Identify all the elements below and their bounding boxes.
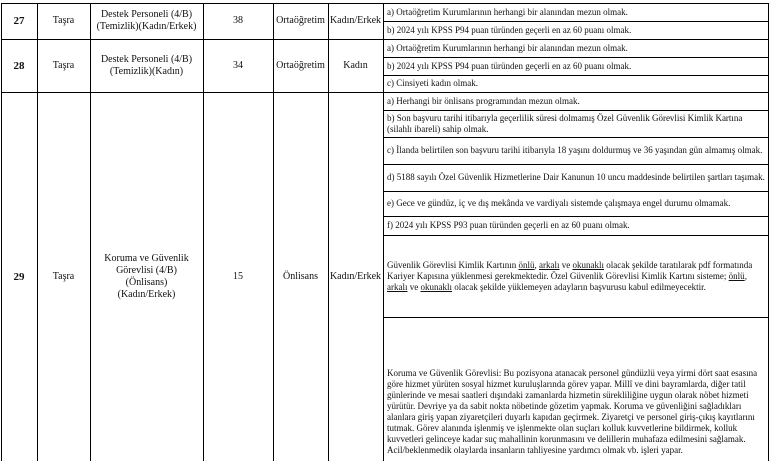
column-divider [383, 3, 384, 461]
condition-divider [383, 57, 769, 58]
column-divider [328, 3, 329, 461]
condition-item: a) Ortaöğretim Kurumlarının herhangi bir alanından mezun olmak. [387, 42, 628, 53]
position-title: Destek Personeli (4/B)(Temizlik)(Kadın) [100, 53, 193, 77]
row-divider [1, 39, 769, 40]
row-divider [1, 92, 769, 93]
education-level: Ortaöğretim [276, 59, 325, 71]
condition-divider [383, 137, 769, 138]
position-count: 38 [233, 15, 243, 26]
education-level: Önlisans [283, 270, 318, 282]
condition-item: e) Gece ve gündüz, iç ve dış mekânda ve vardiyalı sistemde çalışmaya engel durumu olmamak. [387, 198, 731, 208]
condition-divider [383, 317, 769, 318]
column-divider [90, 3, 91, 461]
condition-divider [383, 75, 769, 76]
condition-divider [383, 191, 769, 192]
condition-item: b) 2024 yılı KPSS P94 puan türünden geçerli en az 60 puanı olmak. [387, 24, 632, 35]
position-title: Destek Personeli (4/B)(Temizlik)(Kadın/Erkek) [96, 9, 197, 32]
condition-item: a) Ortaöğretim Kurumlarının herhangi bir alanından mezun olmak. [387, 6, 628, 17]
id-card-upload-note: Güvenlik Görevlisi Kimlik Kartının önlü, arkalı ve okunaklı olacak şekilde taratılarak pdf formatında Kariyer Kapısına yüklenmesi gerekmektedir. Özel Güvenlik Görevlisi Kimlik Kartını sisteme; önlü, arkalı ve okunaklı olacak şekilde yüklemeyen adayların başvurusu kabul edilmeyecektir. [387, 259, 753, 292]
education-level: Ortaöğretim [276, 15, 325, 26]
table-border-left [1, 3, 2, 461]
condition-divider [383, 110, 769, 111]
gender-cell: Kadın/Erkek [329, 15, 382, 26]
table-border-right [768, 3, 769, 461]
unit-cell: Taşra [52, 15, 75, 26]
position-count: 15 [233, 270, 243, 282]
job-listing-table [1, 3, 769, 461]
gender-cell: Kadın/Erkek [329, 270, 382, 282]
condition-divider [383, 216, 769, 217]
gender-cell: Kadın [343, 59, 368, 71]
condition-divider [383, 164, 769, 165]
position-count: 34 [233, 59, 243, 71]
position-title: Koruma ve Güvenlik Görevlisi (4/B)(Önlisans)(Kadın/Erkek) [104, 252, 189, 300]
row-number: 29 [13, 270, 25, 283]
condition-divider [383, 235, 769, 236]
unit-cell: Taşra [52, 270, 75, 282]
condition-item: d) 5188 sayılı Özel Güvenlik Hizmetlerine Dair Kanunun 10 uncu maddesinde belirtilen şartları taşımak. [387, 172, 765, 182]
row-number: 28 [13, 59, 25, 72]
condition-divider [383, 21, 769, 22]
condition-item: b) Son başvuru tarihi itibarıyla geçerlilik süresi dolmamış Özel Güvenlik Görevlisi Kimlik Kartına (silahlı ibareli) sahip olmak. [387, 112, 743, 134]
table-border-top [1, 3, 769, 4]
row-number: 27 [13, 15, 25, 27]
column-divider [37, 3, 38, 461]
duty-description-note: Koruma ve Güvenlik Görevlisi: Bu pozisyona atanacak personel gündüzlü veya yirmi dört saat esasına göre hizmet yürüten sosyal hizmet kuruluşlarında görev yapar. Millî ve dini bayramlarda, diğer tatil günlerinde ve mesai saatleri dışındaki zamanlarda hizmetin sürekliliğine uygun olarak nöbet hizmeti yürütür. Devriye ya da sabit nokta nöbetinde gözetim yapmak. Koruma ve güvenliğini sağladıkları alanlara giriş yapan ziyaretçileri duyarlı kapıdan geçirmek. Ziyaretçi ve personel giriş-çıkış kayıtlarını tutmak. Görev alanında işlenmiş ve işlenmekte olan suçları kolluk kuvvetlerine bildirmek, kolluk kuvvetleri gelinceye kadar suç mahallinin korunmasını ve delillerin muhafaza edilmesini sağlamak. Acil/beklenmedik olaylarda insanların tahliyesine yardımcı olmak vb. işleri yapar. [387, 368, 758, 455]
unit-cell: Taşra [52, 59, 75, 71]
condition-item: a) Herhangi bir önlisans programından mezun olmak. [387, 95, 580, 106]
condition-item: f) 2024 yılı KPSS P93 puan türünden geçerli en az 60 puanı olmak. [387, 220, 630, 230]
condition-item: c) İlanda belirtilen son başvuru tarihi itibarıyla 18 yaşını doldurmuş ve 36 yaşından gün almamış olmak. [387, 145, 763, 155]
column-divider [203, 3, 204, 461]
condition-item: c) Cinsiyeti kadın olmak. [387, 78, 478, 88]
column-divider [273, 3, 274, 461]
condition-item: b) 2024 yılı KPSS P94 puan türünden geçerli en az 60 puanı olmak. [387, 60, 632, 71]
